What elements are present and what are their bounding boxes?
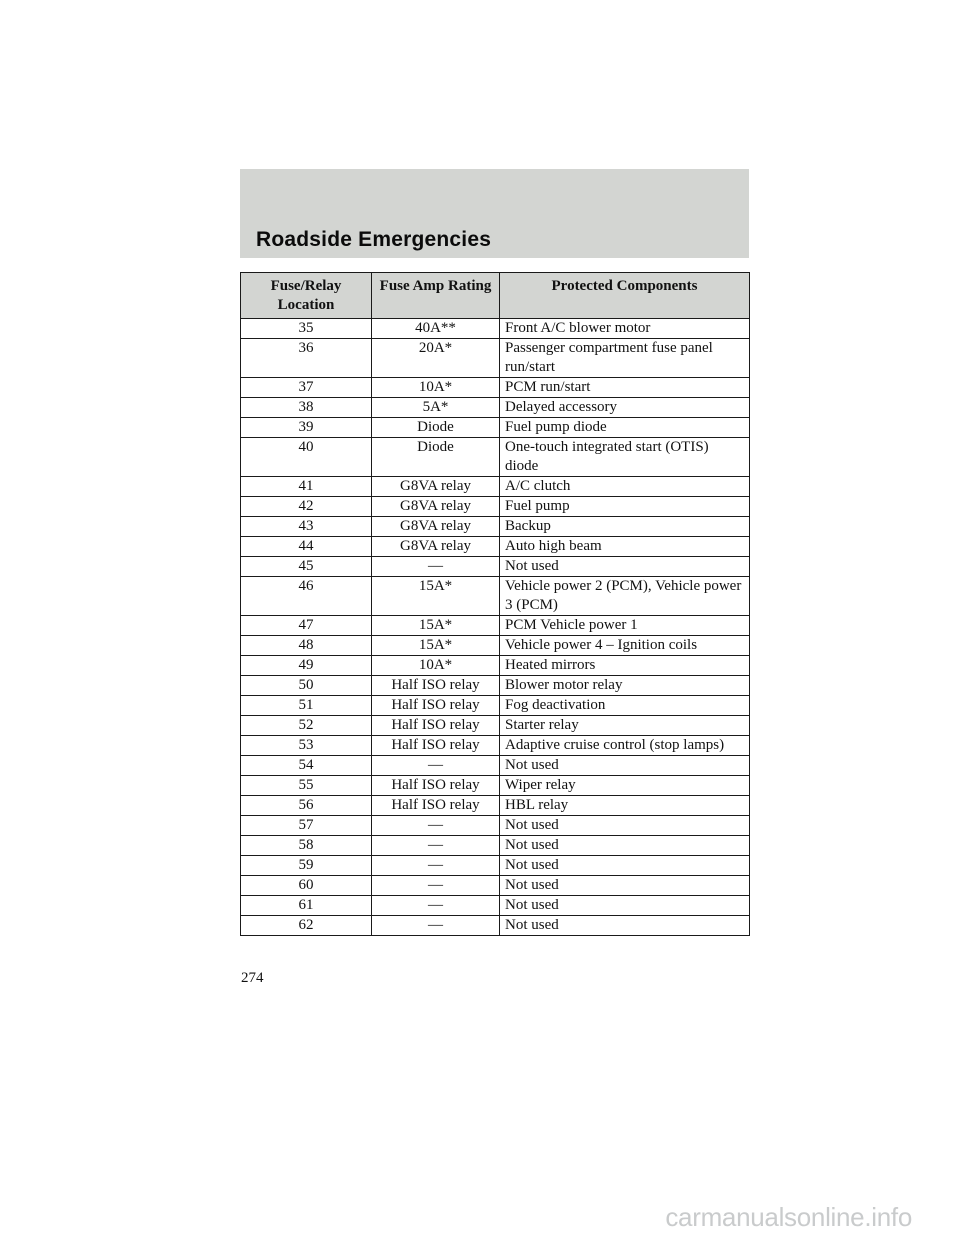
cell-amp-rating: Half ISO relay: [372, 696, 500, 716]
table-row: [241, 418, 750, 438]
table-row: [241, 776, 750, 796]
cell-location: 37: [241, 378, 372, 398]
table-row: [241, 398, 750, 418]
cell-location: 46: [241, 577, 372, 616]
cell-location: 50: [241, 676, 372, 696]
table-row: [241, 577, 750, 616]
cell-components: Backup: [500, 517, 750, 537]
cell-amp-rating: —: [372, 816, 500, 836]
cell-location: 44: [241, 537, 372, 557]
table-row: [241, 896, 750, 916]
cell-location: 55: [241, 776, 372, 796]
table-row: [241, 497, 750, 517]
cell-location: 49: [241, 656, 372, 676]
cell-location: 51: [241, 696, 372, 716]
cell-amp-rating: 15A*: [372, 636, 500, 656]
table-row: [241, 319, 750, 339]
cell-location: 56: [241, 796, 372, 816]
cell-components: Not used: [500, 876, 750, 896]
page-number: 274: [241, 970, 264, 986]
cell-location: 52: [241, 716, 372, 736]
cell-location: 42: [241, 497, 372, 517]
cell-amp-rating: 20A*: [372, 339, 500, 378]
table-row: [241, 716, 750, 736]
table-row: [241, 378, 750, 398]
fuse-table: [240, 272, 750, 936]
cell-location: 40: [241, 438, 372, 477]
cell-components: Heated mirrors: [500, 656, 750, 676]
table-row: [241, 836, 750, 856]
table-row: [241, 696, 750, 716]
cell-components: Vehicle power 4 – Ignition coils: [500, 636, 750, 656]
cell-amp-rating: Half ISO relay: [372, 736, 500, 756]
cell-amp-rating: 10A*: [372, 378, 500, 398]
cell-amp-rating: —: [372, 876, 500, 896]
cell-location: 41: [241, 477, 372, 497]
cell-components: Fuel pump diode: [500, 418, 750, 438]
table-row: [241, 636, 750, 656]
cell-location: 38: [241, 398, 372, 418]
cell-components: Wiper relay: [500, 776, 750, 796]
cell-location: 36: [241, 339, 372, 378]
cell-location: 35: [241, 319, 372, 339]
table-row: [241, 438, 750, 477]
cell-components: Delayed accessory: [500, 398, 750, 418]
table-row: [241, 339, 750, 378]
table-header-row: [241, 273, 750, 319]
table-row: [241, 916, 750, 936]
cell-amp-rating: Diode: [372, 418, 500, 438]
cell-components: Not used: [500, 856, 750, 876]
table-row: [241, 557, 750, 577]
cell-location: 48: [241, 636, 372, 656]
cell-components: PCM run/start: [500, 378, 750, 398]
cell-amp-rating: Diode: [372, 438, 500, 477]
cell-components: Not used: [500, 756, 750, 776]
section-title: Roadside Emergencies: [256, 228, 492, 251]
cell-components: Blower motor relay: [500, 676, 750, 696]
column-header-location: Fuse/Relay Location: [241, 273, 372, 319]
cell-amp-rating: Half ISO relay: [372, 676, 500, 696]
cell-location: 61: [241, 896, 372, 916]
table-row: [241, 616, 750, 636]
cell-amp-rating: 15A*: [372, 616, 500, 636]
cell-components: One-touch integrated start (OTIS) diode: [500, 438, 750, 477]
cell-amp-rating: —: [372, 557, 500, 577]
cell-amp-rating: 10A*: [372, 656, 500, 676]
cell-location: 62: [241, 916, 372, 936]
cell-amp-rating: G8VA relay: [372, 477, 500, 497]
cell-amp-rating: Half ISO relay: [372, 796, 500, 816]
cell-amp-rating: Half ISO relay: [372, 716, 500, 736]
table-row: [241, 856, 750, 876]
cell-location: 53: [241, 736, 372, 756]
watermark: carmanualsonline.info: [665, 1202, 912, 1232]
cell-components: Not used: [500, 916, 750, 936]
section-header: [240, 169, 749, 258]
cell-amp-rating: 5A*: [372, 398, 500, 418]
cell-amp-rating: —: [372, 916, 500, 936]
cell-components: Fog deactivation: [500, 696, 750, 716]
cell-location: 47: [241, 616, 372, 636]
table-row: [241, 477, 750, 497]
cell-amp-rating: —: [372, 836, 500, 856]
cell-location: 54: [241, 756, 372, 776]
cell-amp-rating: G8VA relay: [372, 537, 500, 557]
cell-components: Auto high beam: [500, 537, 750, 557]
table-row: [241, 736, 750, 756]
table-row: [241, 656, 750, 676]
column-header-amp-rating: Fuse Amp Rating: [372, 273, 500, 319]
cell-components: Starter relay: [500, 716, 750, 736]
cell-amp-rating: 40A**: [372, 319, 500, 339]
cell-location: 60: [241, 876, 372, 896]
column-header-components: Protected Components: [500, 273, 750, 319]
table-body: [241, 319, 750, 936]
cell-components: Front A/C blower motor: [500, 319, 750, 339]
cell-location: 58: [241, 836, 372, 856]
cell-amp-rating: G8VA relay: [372, 497, 500, 517]
cell-location: 45: [241, 557, 372, 577]
cell-components: PCM Vehicle power 1: [500, 616, 750, 636]
table-row: [241, 796, 750, 816]
table-row: [241, 816, 750, 836]
cell-components: Vehicle power 2 (PCM), Vehicle power 3 (PCM): [500, 577, 750, 616]
cell-components: HBL relay: [500, 796, 750, 816]
cell-components: Adaptive cruise control (stop lamps): [500, 736, 750, 756]
cell-location: 59: [241, 856, 372, 876]
cell-amp-rating: —: [372, 856, 500, 876]
cell-components: Not used: [500, 896, 750, 916]
cell-amp-rating: —: [372, 756, 500, 776]
table-row: [241, 676, 750, 696]
cell-location: 57: [241, 816, 372, 836]
cell-components: Not used: [500, 816, 750, 836]
cell-components: A/C clutch: [500, 477, 750, 497]
cell-location: 39: [241, 418, 372, 438]
cell-components: Fuel pump: [500, 497, 750, 517]
cell-location: 43: [241, 517, 372, 537]
cell-components: Not used: [500, 557, 750, 577]
cell-amp-rating: —: [372, 896, 500, 916]
table-row: [241, 876, 750, 896]
cell-components: Not used: [500, 836, 750, 856]
cell-amp-rating: G8VA relay: [372, 517, 500, 537]
cell-amp-rating: 15A*: [372, 577, 500, 616]
table-row: [241, 756, 750, 776]
table-row: [241, 537, 750, 557]
cell-components: Passenger compartment fuse panel run/start: [500, 339, 750, 378]
cell-amp-rating: Half ISO relay: [372, 776, 500, 796]
table-row: [241, 517, 750, 537]
